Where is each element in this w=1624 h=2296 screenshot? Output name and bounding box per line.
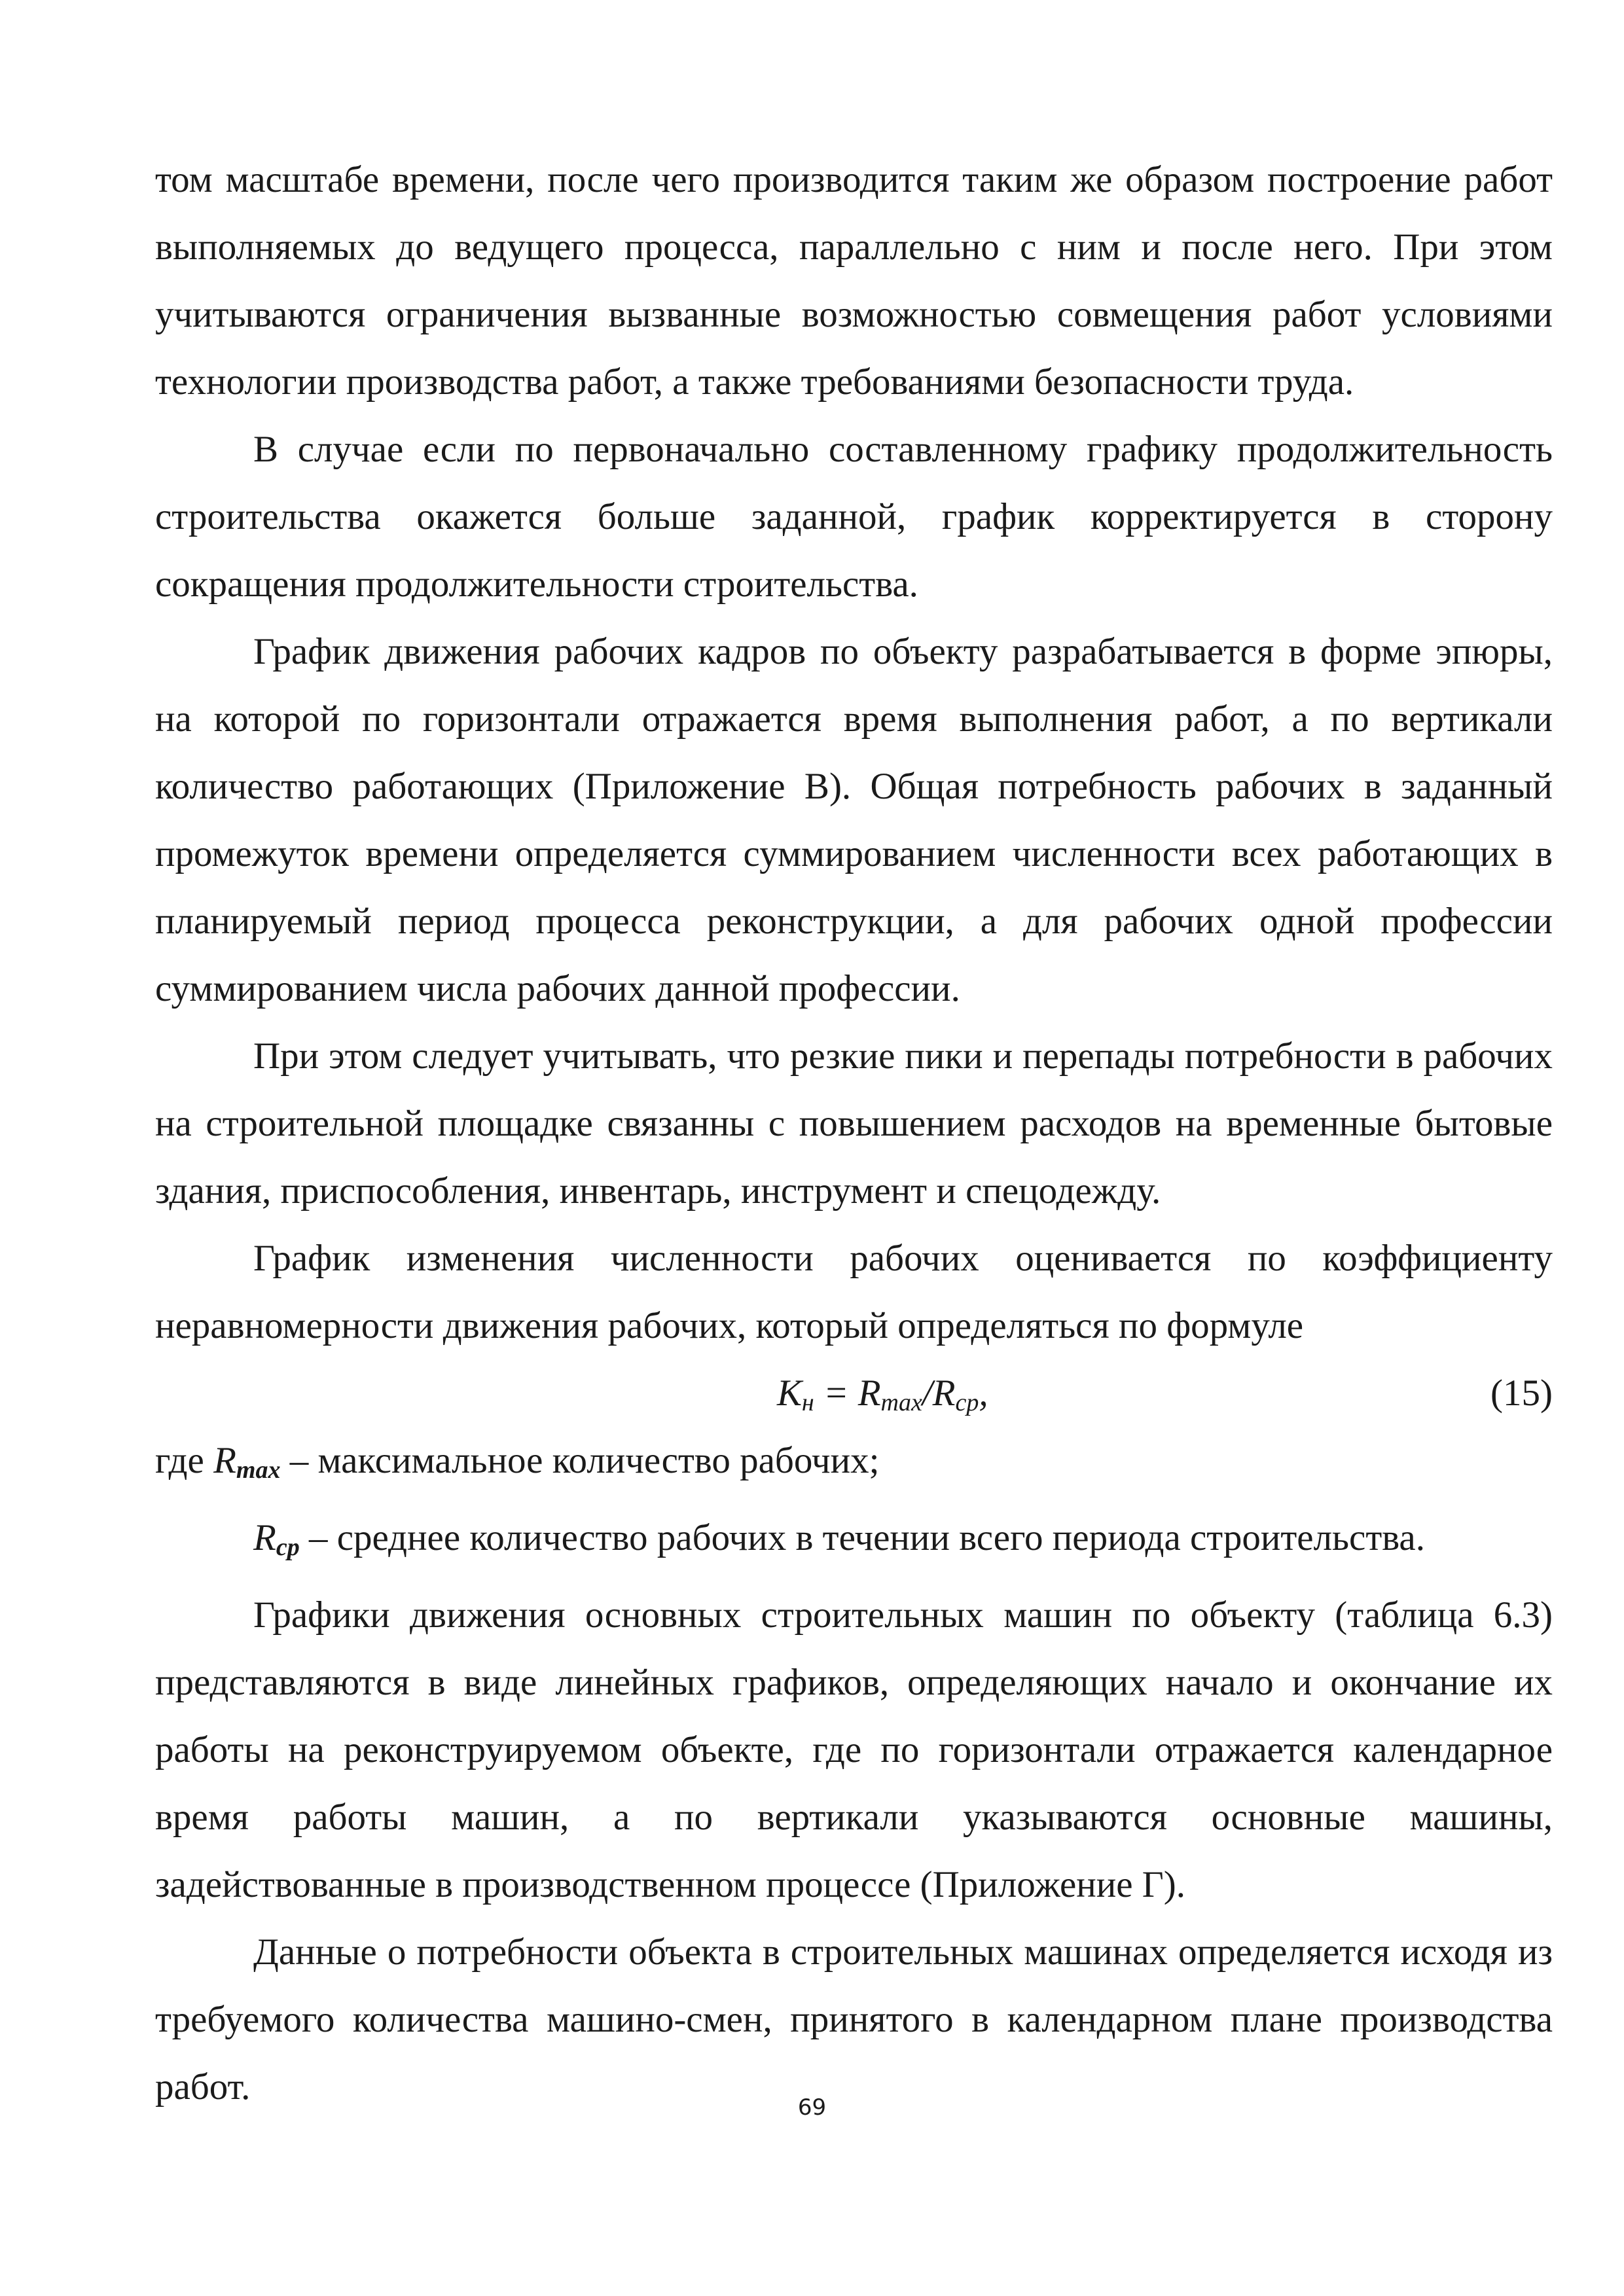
paragraph-6: Графики движения основных строительных машин по объекту (таблица 6.3) представляются в виде линейных графиков, определяющих начало и окончание их работы на реконструируемом объекте, где по горизонтали отражается календарное время работы машин, а по вертикали указываются основные машины, задействованные в производственном процессе (Приложение Г). bbox=[155, 1594, 1553, 1905]
formula: $К_н = R_{max}/R_{ср}$, bbox=[777, 1372, 988, 1416]
page-number: 69 bbox=[797, 2094, 827, 2121]
equation-number: (15) bbox=[1490, 1372, 1553, 1414]
symbol-rcp: $R_{cp}$ bbox=[253, 1517, 300, 1561]
paragraph-2: В случае если по первоначально составленному графику продолжительность строительства окажется больше заданной, график корректируется в сторону сокращения продолжительности строительства. bbox=[155, 429, 1553, 605]
formula-row bbox=[155, 1359, 1553, 1427]
paragraph-4: При этом следует учитывать, что резкие пики и перепады потребности в рабочих на строительной площадке связанны с повышением расходов на временные бытовые здания, приспособления, инвентарь, инструмент и спецодежду. bbox=[155, 1035, 1553, 1211]
definition-rcp: $R_{cp}$ – среднее количество рабочих в течении всего периода строительства. bbox=[253, 1517, 1425, 1561]
paragraph-5: График изменения численности рабочих оценивается по коэффициенту неравномерности движения рабочих, который определяться по формуле bbox=[155, 1238, 1553, 1346]
document-page bbox=[155, 146, 1553, 2121]
definition-rmax: где $R_{max}$ – максимальное количество рабочих; bbox=[155, 1440, 880, 1484]
paragraph-1: том масштабе времени, после чего производится таким же образом построение работ выполняемых до ведущего процесса, параллельно с ним и после него. При этом учитываются ограничения вызванные возможностью совмещения работ условиями технологии производства работ, а также требованиями безопасности труда. bbox=[155, 159, 1553, 403]
paragraph-7: Данные о потребности объекта в строительных машинах определяется исходя из требуемого количества машино-смен, принятого в календарном плане производства работ. bbox=[155, 1931, 1553, 2108]
symbol-rmax: $R_{max}$ bbox=[213, 1440, 281, 1484]
paragraph-3: График движения рабочих кадров по объекту разрабатывается в форме эпюры, на которой по горизонтали отражается время выполнения работ, а по вертикали количество работающих (Приложение В). Общая потребность рабочих в заданный промежуток времени определяется суммированием численности всех работающих в планируемый период процесса реконструкции, а для рабочих одной профессии суммированием числа рабочих данной профессии. bbox=[155, 631, 1553, 1009]
